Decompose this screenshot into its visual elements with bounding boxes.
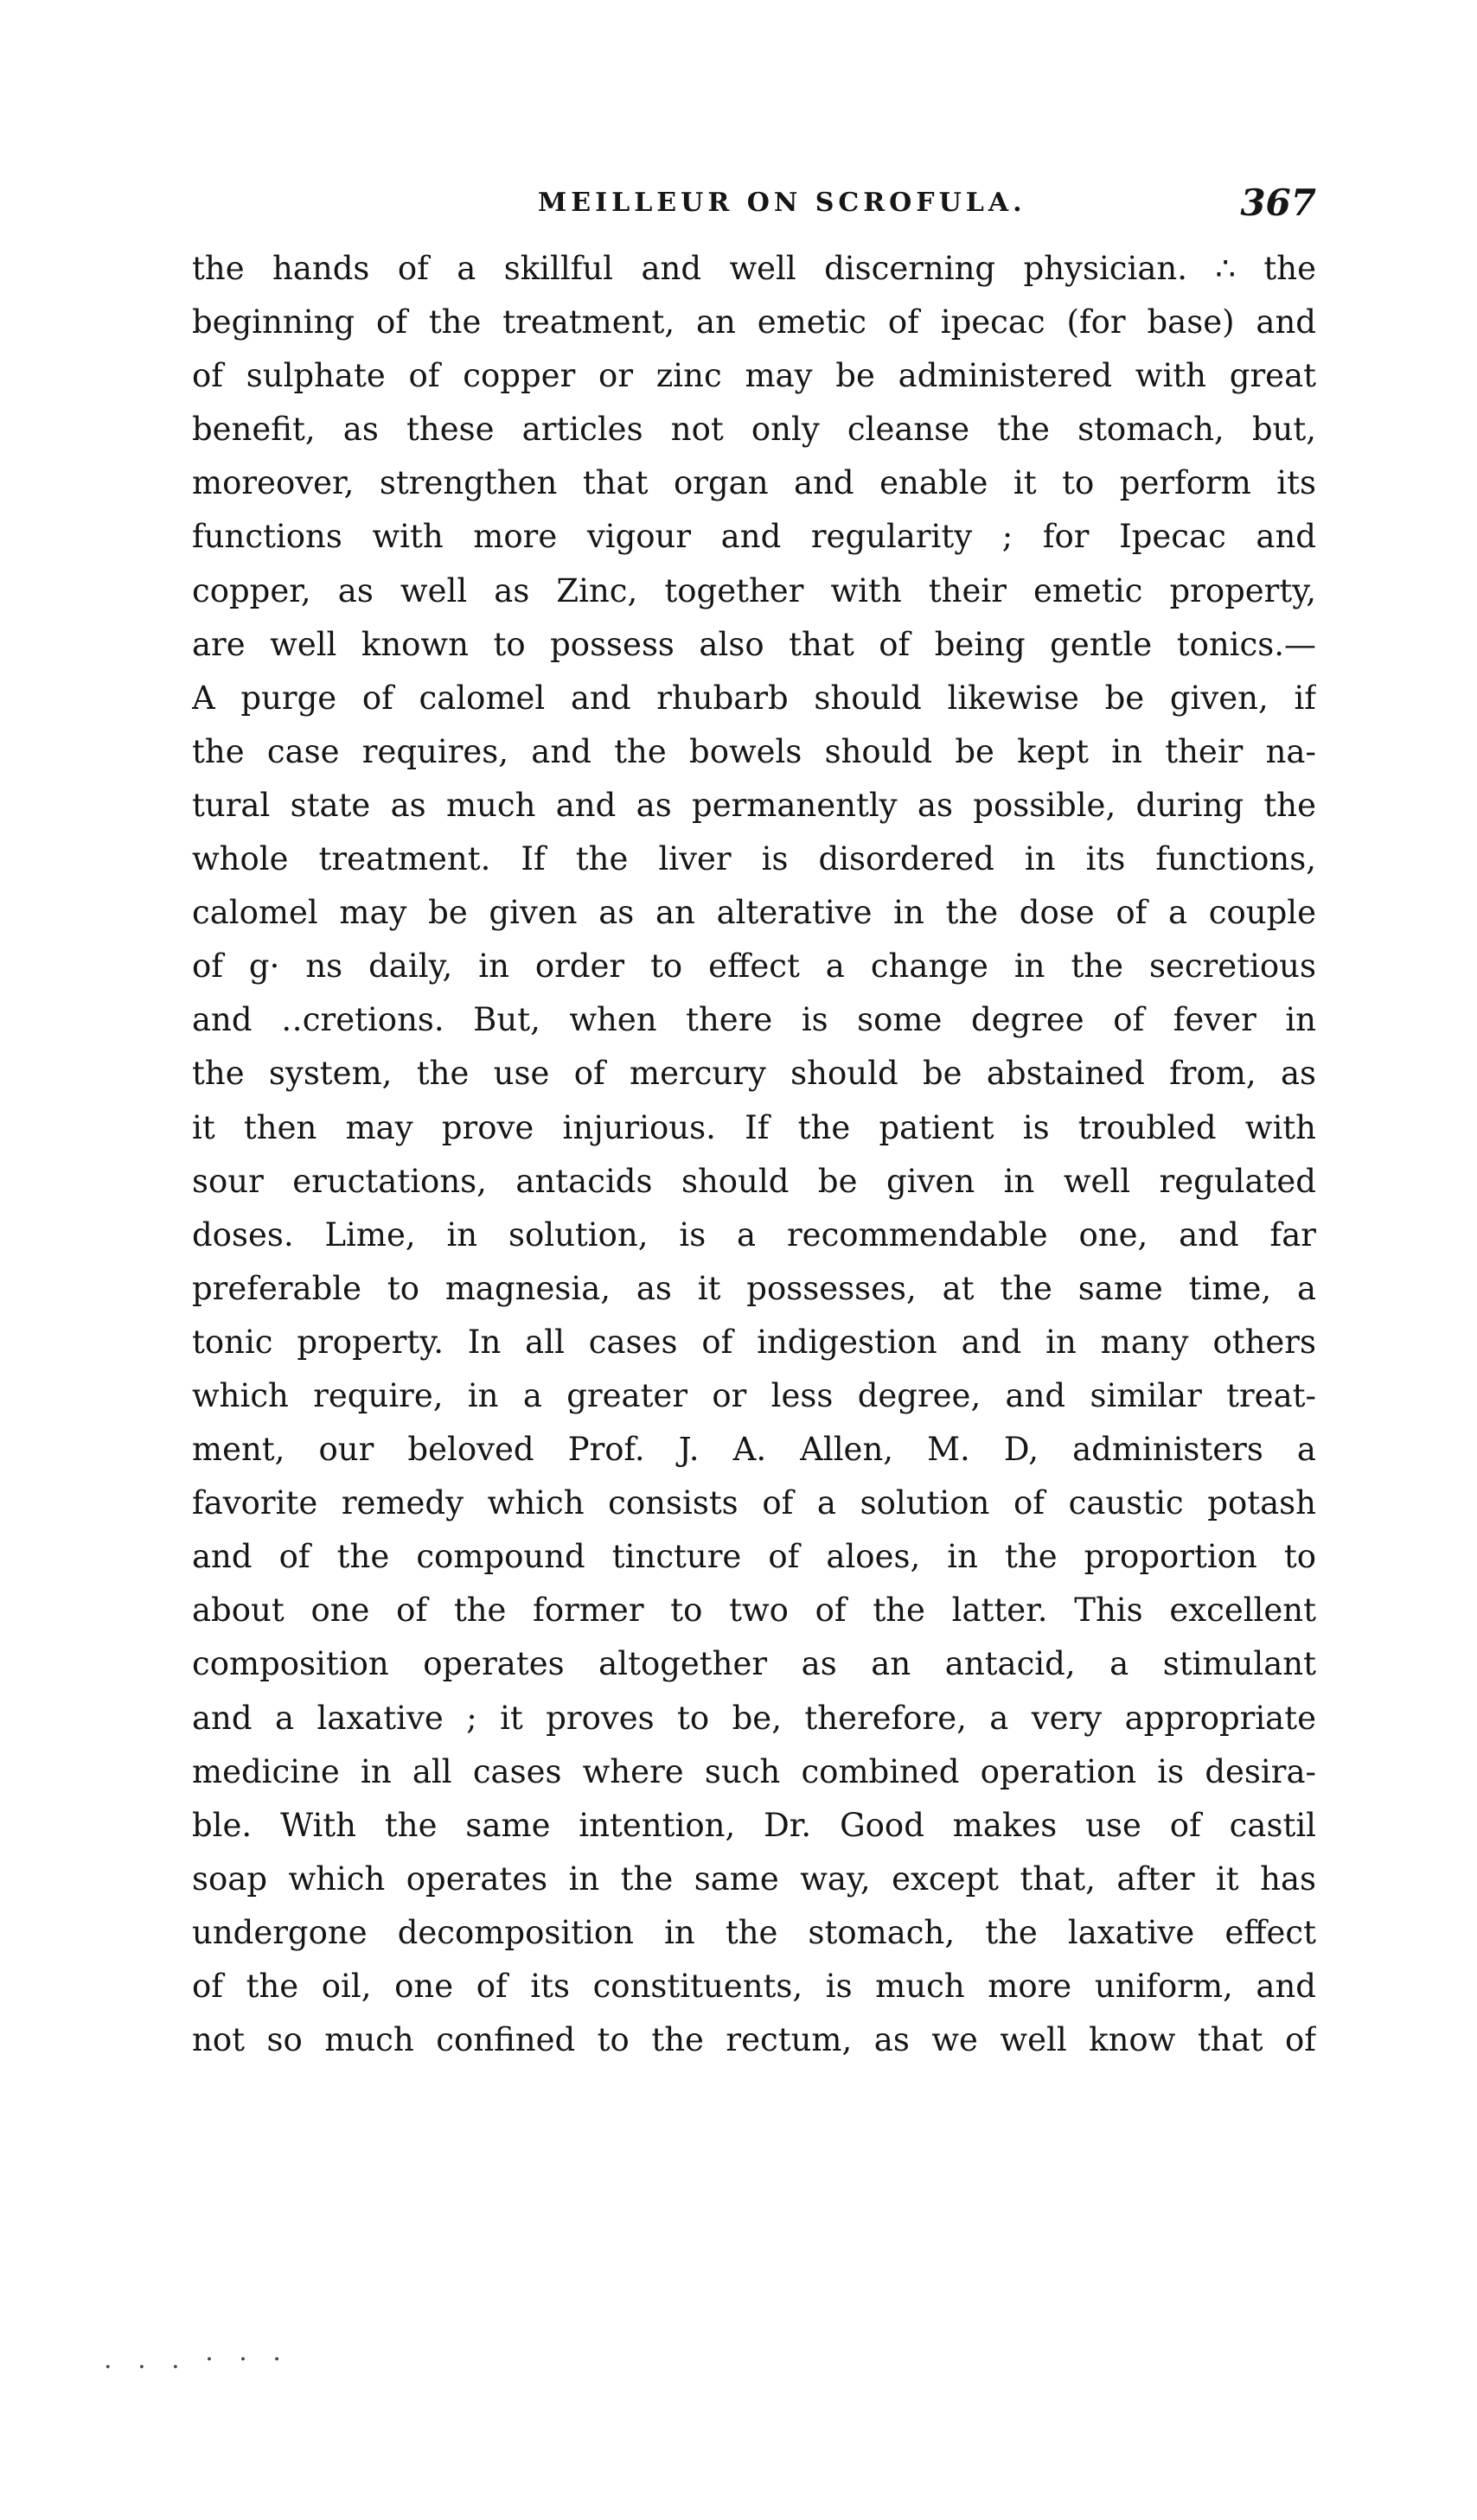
text-line: A purge of calomel and rhubarb should likewise be given, if — [192, 679, 1316, 717]
text-line: it then may prove injurious. If the patient is troubled with — [192, 1108, 1316, 1146]
text-line: not so much confined to the rectum, as we well know that of — [192, 2021, 1316, 2059]
text-line: whole treatment. If the liver is disordered in its functions, — [192, 840, 1316, 878]
text-line: and of the compound tincture of aloes, in the proportion to — [192, 1538, 1316, 1576]
text-line: which require, in a greater or less degree, and similar treat- — [192, 1376, 1316, 1414]
text-line: composition operates altogether as an antacid, a stimulant — [192, 1645, 1316, 1683]
text-line: favorite remedy which consists of a solution of caustic potash — [192, 1484, 1316, 1522]
text-line: sour eructations, antacids should be given in well regulated — [192, 1162, 1316, 1200]
text-line: of g· ns daily, in order to effect a change in the secretious — [192, 947, 1316, 986]
text-line: of the oil, one of its constituents, is much more uniform, and — [192, 1968, 1316, 2005]
text-line: medicine in all cases where such combined operation is desira- — [192, 1752, 1316, 1790]
text-line: beginning of the treatment, an emetic of ipecac (for base) and — [192, 303, 1316, 341]
text-line: are well known to possess also that of being gentle tonics.— — [192, 625, 1316, 663]
running-title: MEILLEUR ON SCROFULA. — [538, 188, 1026, 218]
running-head — [192, 173, 1316, 233]
text-line: ment, our beloved Prof. J. A. Allen, M. D, administers a — [192, 1431, 1316, 1469]
text-line: of sulphate of copper or zinc may be administered with great — [192, 357, 1316, 395]
text-line: tural state as much and as permanently as possible, during the — [192, 786, 1316, 824]
text-line: soap which operates in the same way, except that, after it has — [192, 1860, 1316, 1898]
body-text — [192, 242, 1316, 2343]
page-number: 367 — [1240, 182, 1316, 224]
text-line: functions with more vigour and regularity ; for Ipecac and — [192, 518, 1316, 556]
text-line: and ‥cretions. But, when there is some degree of fever in — [192, 1001, 1316, 1039]
text-line: and a laxative ; it proves to be, therefore, a very appropriate — [192, 1699, 1316, 1737]
footer-marks: . . . · · · — [104, 2345, 290, 2375]
text-line: undergone decomposition in the stomach, the laxative effect — [192, 1913, 1316, 1951]
text-line: ble. With the same intention, Dr. Good makes use of castil — [192, 1806, 1316, 1844]
text-line: about one of the former to two of the latter. This excellent — [192, 1592, 1316, 1630]
text-line: benefit, as these articles not only cleanse the stomach, but, — [192, 411, 1316, 449]
text-line: the system, the use of mercury should be abstained from, as — [192, 1055, 1316, 1093]
text-line: the case requires, and the bowels should be kept in their na- — [192, 732, 1316, 770]
text-line: preferable to magnesia, as it possesses, at the same time, a — [192, 1269, 1316, 1307]
text-line: doses. Lime, in solution, is a recommendable one, and far — [192, 1215, 1316, 1254]
text-line: tonic property. In all cases of indigestion and in many others — [192, 1323, 1316, 1361]
text-line: moreover, strengthen that organ and enable it to perform its — [192, 464, 1316, 502]
text-line: calomel may be given as an alterative in the dose of a couple — [192, 894, 1316, 932]
text-line: the hands of a skillful and well discerning physician. ∴ the — [192, 250, 1316, 287]
text-line: copper, as well as Zinc, together with their emetic property, — [192, 571, 1316, 609]
